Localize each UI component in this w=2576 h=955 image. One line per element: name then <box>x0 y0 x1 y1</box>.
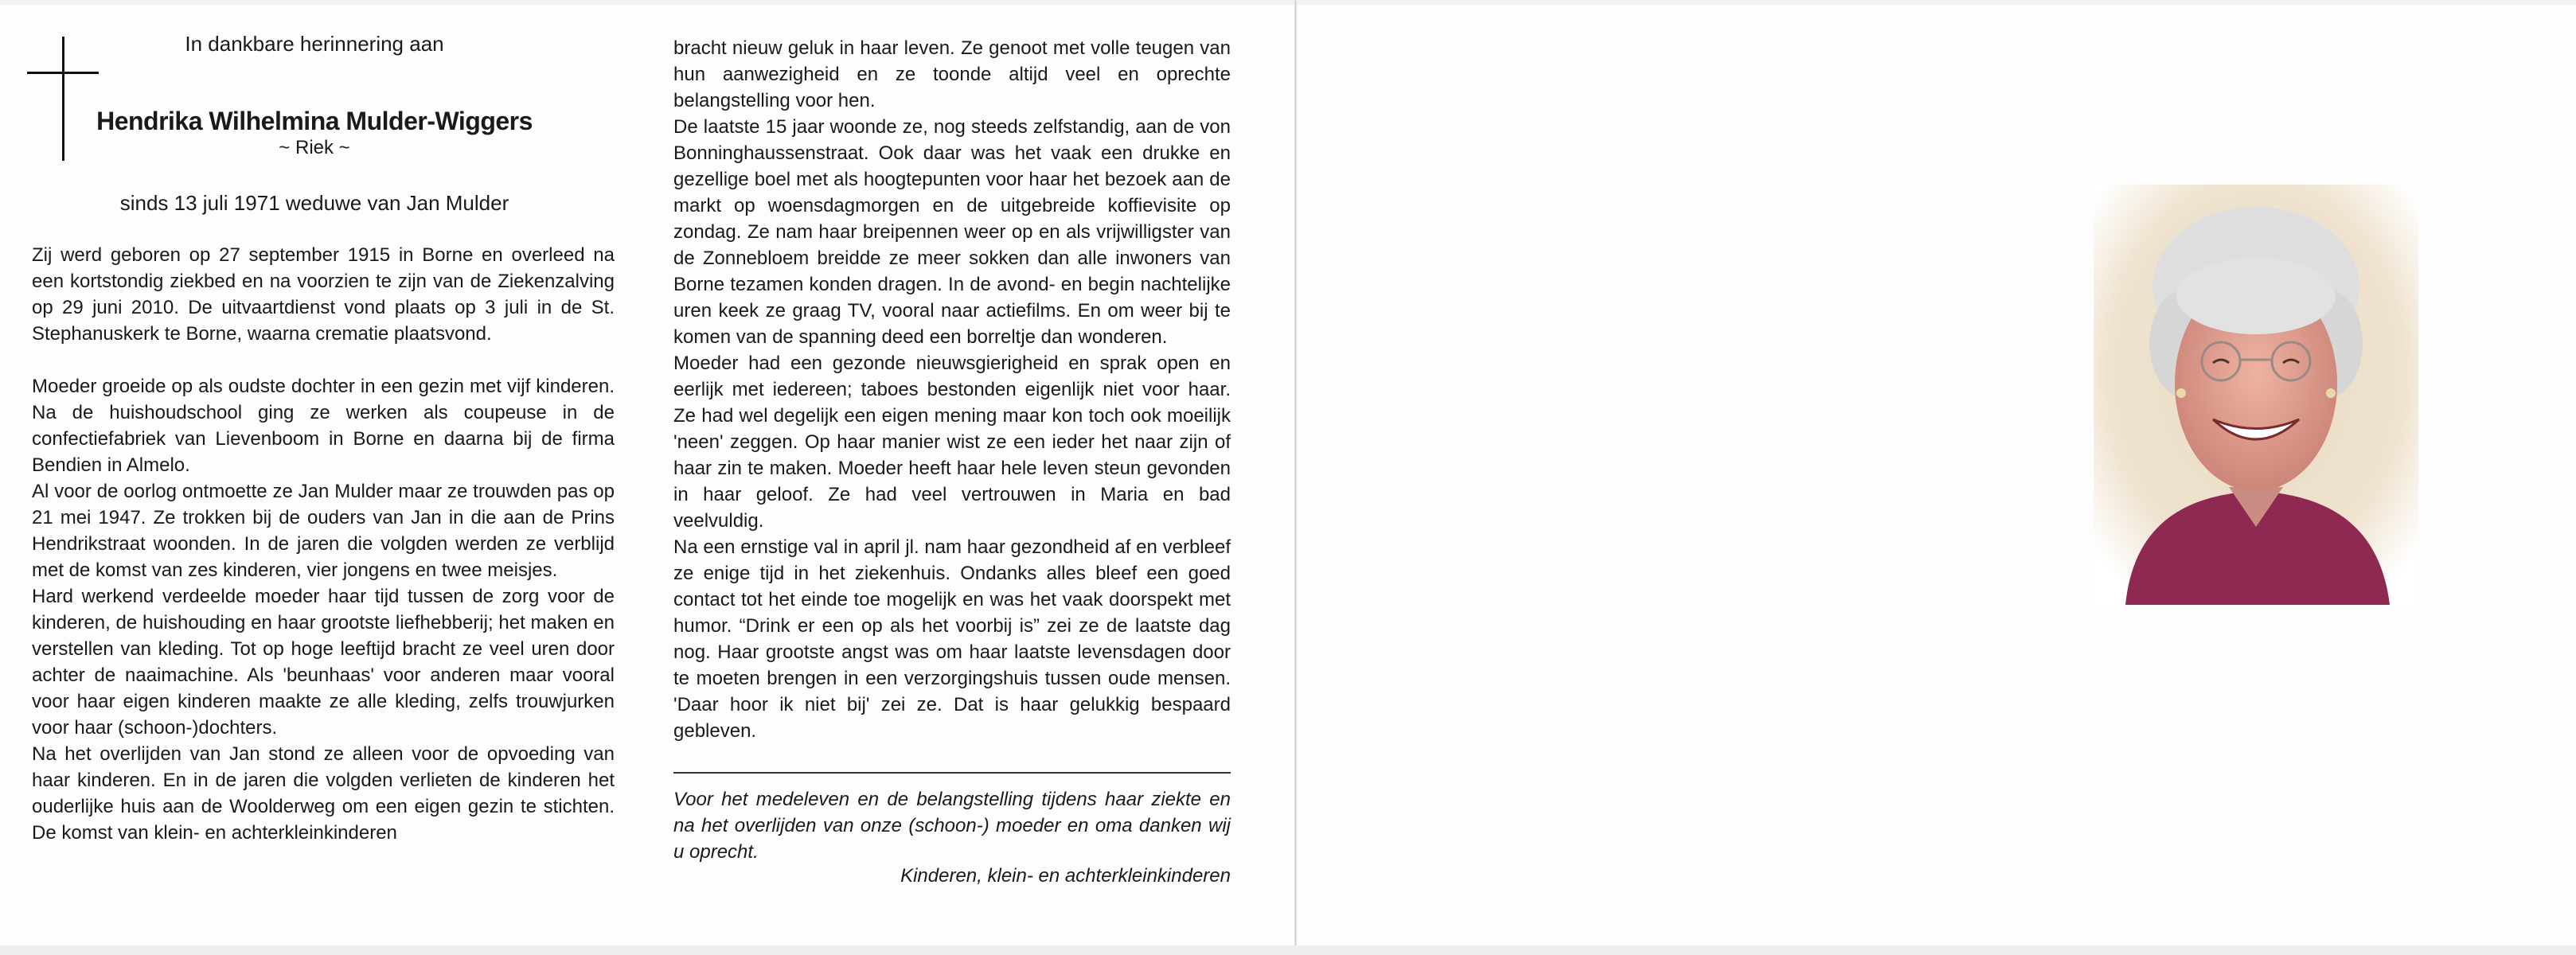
bottom-edge <box>0 945 2576 955</box>
deceased-name: Hendrika Wilhelmina Mulder-Wiggers <box>96 107 533 135</box>
paragraph-youth: Moeder groeide op als oudste dochter in een gezin met vijf kinderen. Na de huishoudschool ging ze werken als coupeuse in de confectiefabriek van Lievenboom in Borne en daarna bij de firma Bendien in Almelo. <box>32 376 615 476</box>
widow-line: sinds 13 juli 1971 weduwe van Jan Mulder <box>119 191 509 215</box>
middle-column <box>673 35 1231 744</box>
cross-horizontal <box>27 72 99 74</box>
left-column <box>32 242 615 846</box>
paragraph-later-years: De laatste 15 jaar woonde ze, nog steeds zelfstandig, aan de von Bonninghaussenstraat. Ook daar was het vaak een drukke en gezellige boel met als hoogtepunten voor haar het bezoek aan de markt op woensdagmorgen en de uitgebreide koffievisite op zondag. Ze nam haar breipennen weer op en als vrijwilligster van de Zonnebloem breidde ze meer sokken dan alle inwoners van Borne tezamen konden dragen. In de avond- en begin nachtelijke uren keek ze graag TV, vooral naar actiefilms. En om weer bij te komen van de spanning deed een borreltje dan wonderen. <box>673 116 1231 348</box>
earring-right <box>2326 388 2336 398</box>
divider-line <box>673 772 1231 774</box>
earring-left <box>2176 388 2186 398</box>
portrait-image <box>2094 185 2418 605</box>
nickname: ~ Riek ~ <box>279 137 350 158</box>
cross-vertical <box>62 37 64 161</box>
paragraph-birth-death: Zij werd geboren op 27 september 1915 in Borne en overleed na een kortstondig ziekbed en na voorzien te zijn van de Ziekenzalving op 29 juni 2010. De uitvaartdienst vond plaats op 3 juli in de St. Stephanuskerk te Borne, waarna crematie plaatsvond. <box>32 244 615 345</box>
hair-fringe <box>2176 258 2336 334</box>
portrait-photo <box>2094 185 2418 605</box>
paragraph-character: Moeder had een gezonde nieuwsgierigheid en sprak open en eerlijk met iedereen; taboes bestonden eigenlijk niet voor haar. Ze had wel degelijk een eigen mening maar kon toch ook moeilijk 'neen' zeggen. Op haar manier wist ze een ieder het naar zijn of haar zin te maken. Moeder heeft haar hele leven steun gevonden in haar geloof. Ze had veel vertrouwen in Maria en bad veelvuldig. <box>673 353 1231 532</box>
paragraph-marriage: Al voor de oorlog ontmoette ze Jan Mulder maar ze trouwden pas op 21 mei 1947. Ze trokken bij de ouders van Jan in die aan de Prins Hendrikstraat woonden. In de jaren die volgden werden ze verblijd met de komst van zes kinderen, vier jongens en twee meisjes. <box>32 481 615 581</box>
card-fold <box>1294 0 1297 955</box>
paragraph-widowhood: Na het overlijden van Jan stond ze alleen voor de opvoeding van haar kinderen. En in de jaren die volgden verlieten de kinderen het ouderlijke huis aan de Woolderweg om een eigen gezin te stichten. De komst van klein- en achterkleinkinderen <box>32 743 615 844</box>
intro-line: In dankbare herinnering aan <box>185 32 444 56</box>
thanks-text: Voor het medeleven en de belangstelling tijdens haar ziekte en na het overlijden van onze (schoon-) moeder en oma danken wij u oprecht. <box>673 789 1231 863</box>
paragraph-final-days: Na een ernstige val in april jl. nam haar gezondheid af en verbleef ze enige tijd in het ziekenhuis. Ondanks alles bleef een goed contact tot het einde toe mogelijk en was het vaak doorspekt met humor. “Drink er een op als het voorbij is” zei ze de laatste dag nog. Haar grootste angst was om haar laatste levensdagen door te moeten brengen in een verzorgingshuis tussen oude mensen. 'Daar hoor ik niet bij' zei ze. Dat is haar gelukkig bespaard gebleven. <box>673 536 1231 742</box>
top-edge <box>0 0 2576 5</box>
signoff-text: Kinderen, klein- en achterkleinkinderen <box>900 865 1231 887</box>
paragraph-work: Hard werkend verdeelde moeder haar tijd tussen de zorg voor de kinderen, de huishouding en haar grootste liefhebberij; het maken en verstellen van kleding. Tot op hoge leeftijd bracht ze veel uren door achter de naaimachine. Als 'beunhaas' voor anderen maar vooral voor haar eigen kinderen maakte ze alle kleding, zelfs trouwjurken voor haar (schoon-)dochters. <box>32 586 615 739</box>
paragraph-grandchildren: bracht nieuw geluk in haar leven. Ze genoot met volle teugen van hun aanwezigheid en ze toonde altijd veel en oprechte belangstelling voor hen. <box>673 37 1231 111</box>
cross-icon <box>27 37 99 161</box>
